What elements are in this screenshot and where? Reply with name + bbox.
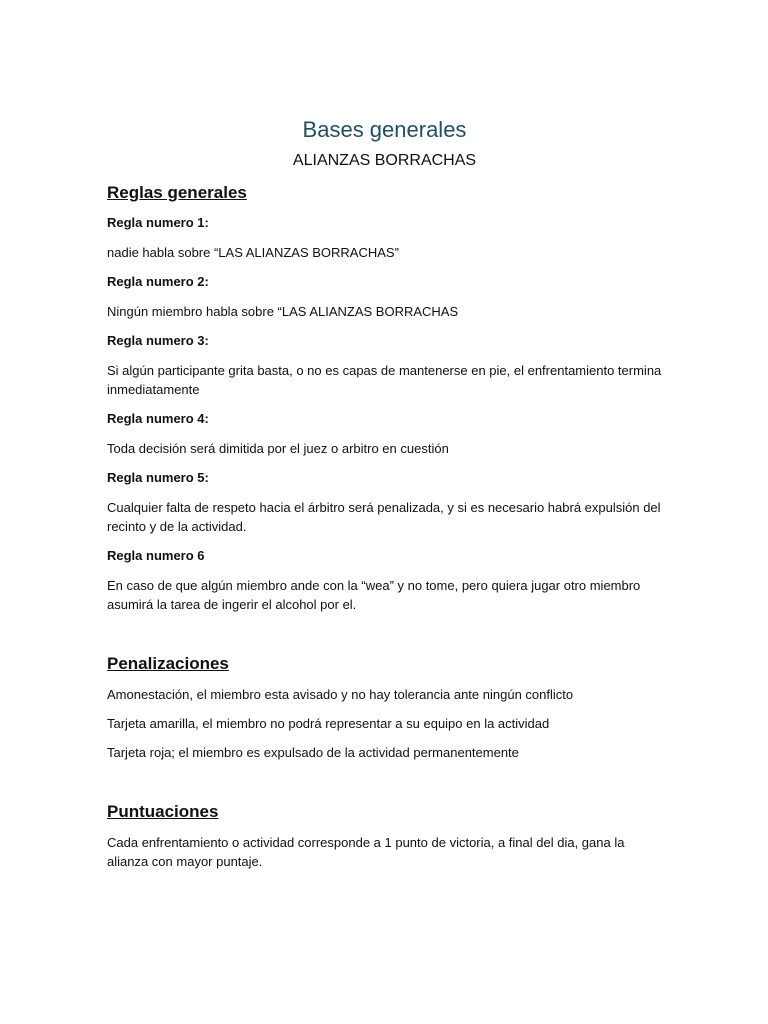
- rule-text: En caso de que algún miembro ande con la “wea” y no tome, pero quiera jugar otro miembro asumirá la tarea de ingerir el alcohol por el.: [107, 578, 641, 612]
- penalty-item: Amonestación, el miembro esta avisado y no hay tolerancia ante ningún conflicto: [107, 687, 574, 702]
- penalties-list: [107, 685, 662, 762]
- rule-title: Regla numero 5:: [107, 470, 209, 485]
- rules-list: [107, 214, 662, 614]
- penalties-heading: Penalizaciones: [107, 654, 229, 673]
- rule-3: [107, 332, 662, 399]
- rule-title: Regla numero 1:: [107, 215, 209, 230]
- rule-title: Regla numero 3:: [107, 333, 209, 348]
- rule-4: [107, 410, 662, 458]
- rule-text: Cualquier falta de respeto hacia el árbitro será penalizada, y si es necesario habrá expulsión del recinto y de la actividad.: [107, 500, 661, 534]
- rules-heading: Reglas generales: [107, 183, 247, 202]
- scoring-heading: Puntuaciones: [107, 802, 219, 821]
- scoring-text: Cada enfrentamiento o actividad corresponde a 1 punto de victoria, a final del dia, gana la alianza con mayor puntaje.: [107, 835, 625, 869]
- rule-5: [107, 469, 662, 536]
- document-title: Bases generales: [302, 117, 467, 142]
- rule-text: Ningún miembro habla sobre “LAS ALIANZAS BORRACHAS: [107, 304, 459, 319]
- rule-text: Si algún participante grita basta, o no es capas de mantenerse en pie, el enfrentamiento termina inmediatamente: [107, 363, 662, 397]
- document-subtitle: ALIANZAS BORRACHAS: [292, 152, 477, 169]
- rule-title: Regla numero 6: [107, 548, 205, 563]
- rule-text: Toda decisión será dimitida por el juez o arbitro en cuestión: [107, 441, 449, 456]
- rule-text: nadie habla sobre “LAS ALIANZAS BORRACHAS”: [107, 245, 399, 260]
- rule-1: [107, 214, 662, 262]
- penalty-item: Tarjeta amarilla, el miembro no podrá representar a su equipo en la actividad: [107, 716, 550, 731]
- rule-title: Regla numero 4:: [107, 411, 209, 426]
- rule-2: [107, 273, 662, 321]
- rule-title: Regla numero 2:: [107, 274, 209, 289]
- document-page: [107, 114, 662, 871]
- penalty-item: Tarjeta roja; el miembro es expulsado de la actividad permanentemente: [107, 745, 519, 760]
- rule-6: [107, 547, 662, 614]
